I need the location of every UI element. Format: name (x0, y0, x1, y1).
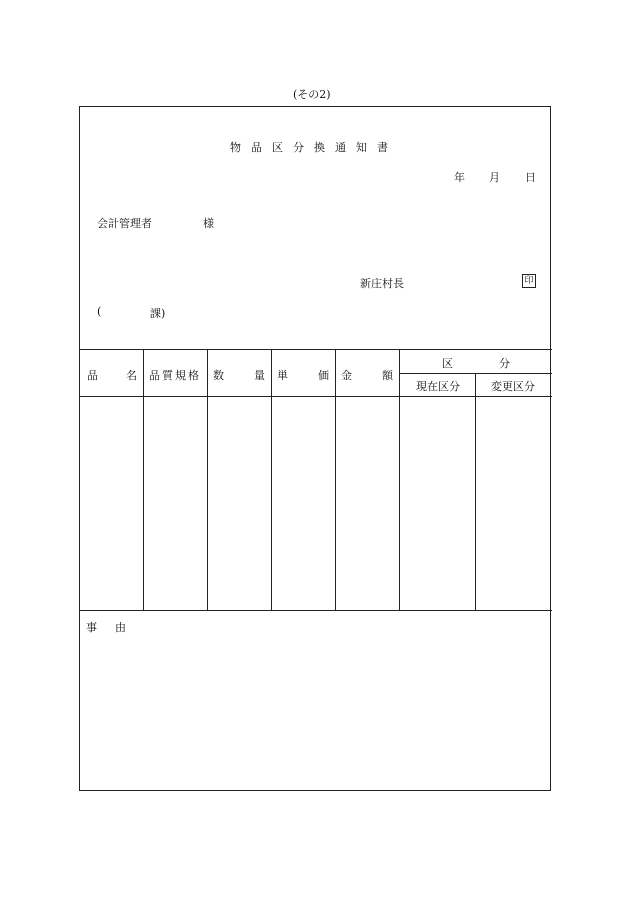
header-quality-spec: 品質規格 (149, 369, 201, 382)
reason-label: 事 由 (86, 621, 126, 634)
date-day: 日 (525, 171, 536, 184)
section-suffix: 課) (150, 307, 166, 320)
table-bottom-border (80, 610, 552, 611)
seal-mark (522, 274, 536, 288)
form-frame (79, 106, 551, 791)
header-new-class: 変更区分 (491, 380, 535, 393)
header-item-name: 品 名 (87, 369, 137, 382)
issuer-title: 新庄村長 (360, 277, 404, 290)
table-top-border (80, 349, 552, 350)
col-divider-2 (207, 349, 208, 610)
date-year: 年 (454, 171, 465, 184)
header-classification: 区 分 (442, 357, 510, 370)
classification-subheader-line (400, 373, 552, 374)
addressee-name: 会計管理者 (97, 217, 152, 230)
header-quantity: 数 量 (213, 369, 265, 382)
page-label: (その2) (293, 88, 331, 101)
col-divider-5 (399, 349, 400, 610)
form-title: 物品区分換通知書 (230, 141, 398, 154)
section-open: ( (97, 305, 102, 318)
col-divider-3 (271, 349, 272, 610)
col-divider-4 (335, 349, 336, 610)
col-divider-6 (475, 373, 476, 610)
header-bottom-border (80, 396, 552, 397)
header-amount: 金 額 (341, 369, 393, 382)
addressee-honorific: 様 (203, 217, 214, 230)
date-month: 月 (489, 171, 500, 184)
col-divider-1 (143, 349, 144, 610)
header-current-class: 現在区分 (416, 380, 460, 393)
seal-label: 印 (524, 276, 534, 286)
header-unit-price: 単 価 (277, 369, 329, 382)
